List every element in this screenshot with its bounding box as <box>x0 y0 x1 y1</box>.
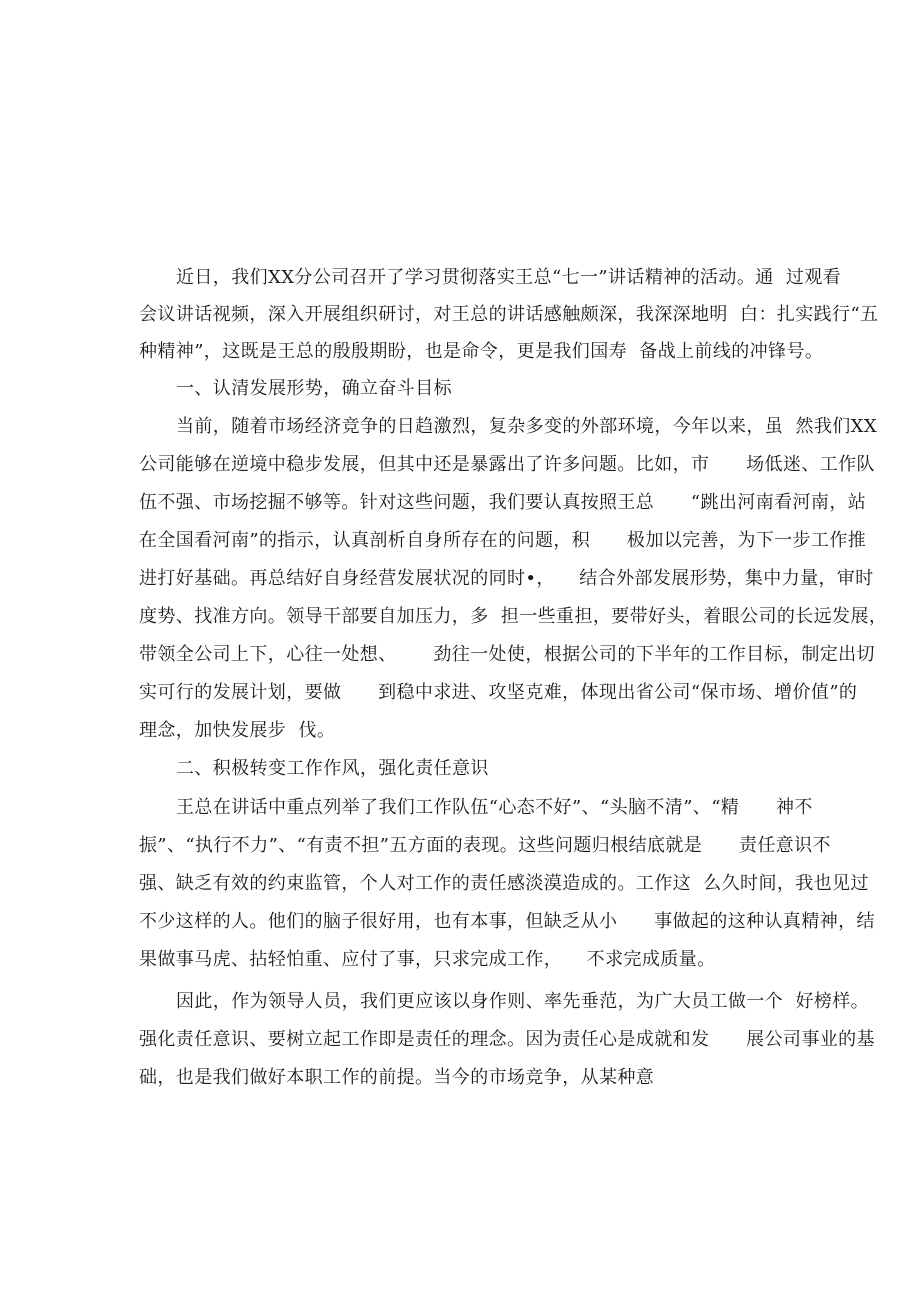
section-heading: 二、积极转变工作作风，强化责任意识 <box>176 758 489 779</box>
paragraph-line: 带领全公司上下，心往一处想、 劲往一处使，根据公司的下半年的工作目标，制定出切 <box>139 644 875 665</box>
paragraph-line: 实可行的发展计划，要做 到稳中求进、攻坚克难，体现出省公司“保市场、增价值”的 <box>139 682 858 703</box>
paragraph-line: 在全国看河南”的指示，认真剖析自身所存在的问题，积 极加以完善，为下一步工作推 <box>139 530 867 551</box>
paragraph-line: 王总在讲话中重点列举了我们工作队伍“心态不好”、“头脑不清”、“精 神不 <box>176 797 813 818</box>
paragraph-line: 会议讲话视频，深入开展组织研讨，对王总的讲话感触颇深，我深深地明 白：扎实践行“五 <box>139 304 879 325</box>
section-heading: 一、认清发展形势，确立奋斗目标 <box>176 378 452 399</box>
paragraph-line: 果做事马虎、拈轻怕重、应付了事，只求完成工作， 不求完成质量。 <box>139 949 716 970</box>
paragraph-line: 不少这样的人。他们的脑子很好用，也有本事，但缺乏从小 事做起的这种认真精神，结 <box>139 911 875 932</box>
paragraph-line: 种精神”，这既是王总的殷殷期盼，也是命令，更是我们国寿 备战上前线的冲锋号。 <box>139 341 824 362</box>
paragraph-line: 近日，我们XX分公司召开了学习贯彻落实王总“七一”讲话精神的活动。通 过观看 <box>176 267 842 288</box>
paragraph-line: 公司能够在逆境中稳步发展，但其中还是暴露出了许多问题。比如，市 场低迷、工作队 <box>139 454 875 475</box>
paragraph-line: 强、缺乏有效的约束监管，个人对工作的责任感淡漠造成的。工作这 么久时间，我也见过 <box>139 873 869 894</box>
paragraph-line: 础，也是我们做好本职工作的前提。当今的市场竞争，从某种意 <box>139 1067 655 1088</box>
paragraph-line: 强化责任意识、要树立起工作即是责任的理念。因为责任心是成就和发 展公司事业的基 <box>139 1029 875 1050</box>
paragraph-line: 因此，作为领导人员，我们更应该以身作则、率先垂范，为广大员工做一个 好榜样。 <box>176 991 870 1012</box>
paragraph-line: 伍不强、市场挖掘不够等。针对这些问题，我们要认真按照王总 “跳出河南看河南，站 <box>139 492 867 513</box>
paragraph-line: 度势、找准方向。领导干部要自加压力，多 担一些重担，要带好头，着眼公司的长远发展， <box>139 606 888 627</box>
paragraph-line: 进打好基础。再总结好自身经营发展状况的同时•， 结合外部发展形势，集中力量，审时 <box>139 568 874 589</box>
paragraph-line: 理念，加快发展步 伐。 <box>139 720 336 741</box>
paragraph-line: 当前，随着市场经济竞争的日趋激烈，复杂多变的外部环境，今年以来，虽 然我们XX <box>176 416 878 437</box>
paragraph-line: 振”、“执行不力”、“有责不担”五方面的表现。这些问题归根结底就是 责任意识不 <box>139 835 831 856</box>
